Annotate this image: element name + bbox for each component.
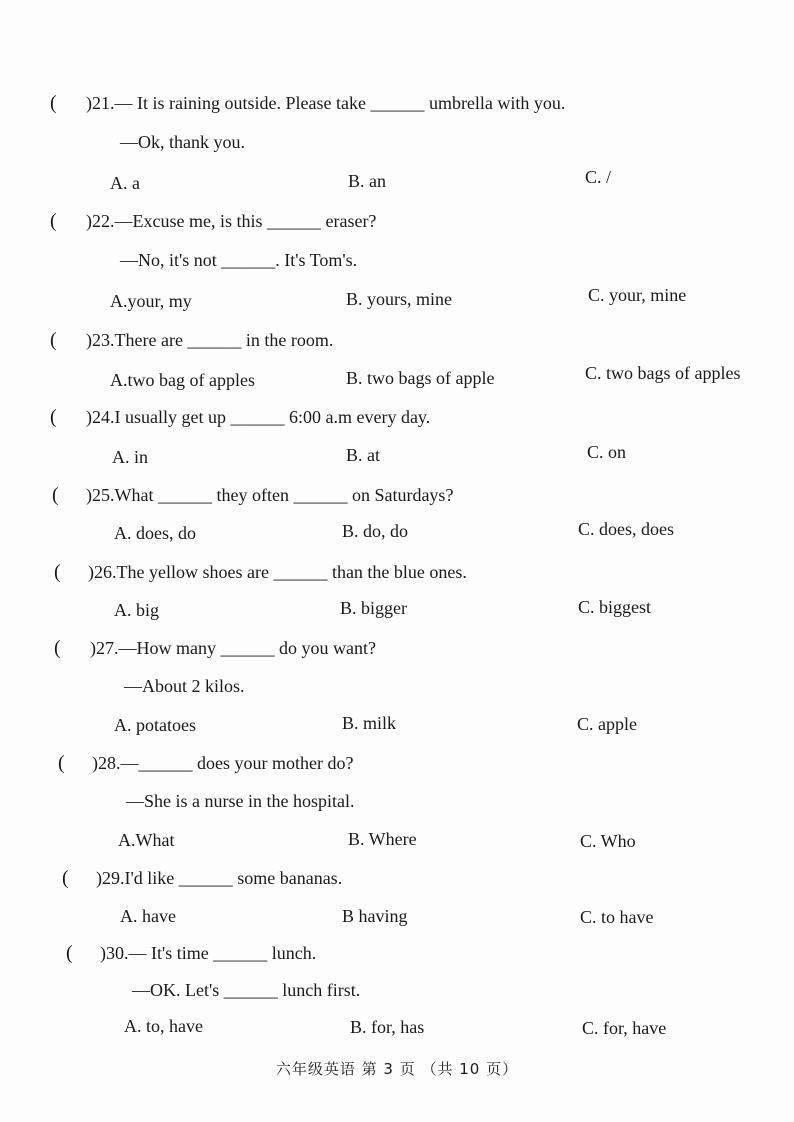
option-b: B. at xyxy=(346,445,380,465)
answer-paren: ( xyxy=(52,484,59,506)
question-stem: )29.I'd like ______ some bananas. xyxy=(96,868,343,888)
question-stem: )22.—Excuse me, is this ______ eraser? xyxy=(86,211,377,231)
answer-paren: ( xyxy=(54,561,61,583)
option-b: B. yours, mine xyxy=(346,289,452,309)
question-stem: )30.— It's time ______ lunch. xyxy=(100,943,317,963)
question-reply: —No, it's not ______. It's Tom's. xyxy=(120,250,358,270)
option-a: A. to, have xyxy=(124,1016,203,1036)
option-c: C. / xyxy=(585,167,612,187)
option-c: C. for, have xyxy=(582,1018,667,1038)
option-b: B. Where xyxy=(348,829,417,849)
option-c: C. biggest xyxy=(578,597,652,617)
option-b: B. for, has xyxy=(350,1017,425,1037)
option-b: B. milk xyxy=(342,713,397,733)
option-c: C. your, mine xyxy=(588,285,687,305)
answer-paren: ( xyxy=(58,752,65,774)
question-reply: —Ok, thank you. xyxy=(120,132,245,152)
question-reply: —She is a nurse in the hospital. xyxy=(126,791,355,811)
option-c: C. two bags of apples xyxy=(585,363,741,383)
answer-paren: ( xyxy=(62,867,69,889)
question-stem: )21.— It is raining outside. Please take ______ umbrella with you. xyxy=(86,93,566,113)
option-a: A.What xyxy=(118,830,175,850)
option-c: C. on xyxy=(587,442,627,462)
answer-paren: ( xyxy=(54,637,61,659)
answer-paren: ( xyxy=(50,210,57,232)
option-c: C. does, does xyxy=(578,519,674,539)
option-a: A. in xyxy=(112,447,148,467)
question-stem: )25.What ______ they often ______ on Saturdays? xyxy=(86,485,454,505)
option-c: C. apple xyxy=(577,714,637,734)
question-reply: —About 2 kilos. xyxy=(124,676,245,696)
question-stem: )23.There are ______ in the room. xyxy=(86,330,334,350)
option-b: B. two bags of apple xyxy=(346,368,495,388)
question-reply: —OK. Let's ______ lunch first. xyxy=(132,980,361,1000)
option-b: B. do, do xyxy=(342,521,409,541)
answer-paren: ( xyxy=(50,92,57,114)
option-a: A. does, do xyxy=(114,523,196,543)
answer-paren: ( xyxy=(50,329,57,351)
question-stem: )24.I usually get up ______ 6:00 a.m every day. xyxy=(86,407,431,427)
option-b: B. an xyxy=(348,171,386,191)
option-b: B. bigger xyxy=(340,598,407,618)
question-stem: )27.—How many ______ do you want? xyxy=(90,638,376,658)
option-c: C. Who xyxy=(580,831,636,851)
answer-paren: ( xyxy=(50,406,57,428)
question-stem: )28.—______ does your mother do? xyxy=(92,753,354,773)
option-a: A. a xyxy=(110,173,140,193)
page-footer: 六年级英语 第 3 页 （共 10 页） xyxy=(275,1060,519,1078)
option-b: B having xyxy=(342,906,408,926)
answer-paren: ( xyxy=(66,942,73,964)
option-a: A.your, my xyxy=(110,291,192,311)
option-a: A. big xyxy=(114,600,159,620)
question-stem: )26.The yellow shoes are ______ than the blue ones. xyxy=(88,562,467,582)
option-c: C. to have xyxy=(580,907,654,927)
option-a: A. potatoes xyxy=(114,715,196,735)
option-a: A. have xyxy=(120,906,176,926)
option-a: A.two bag of apples xyxy=(110,370,255,390)
